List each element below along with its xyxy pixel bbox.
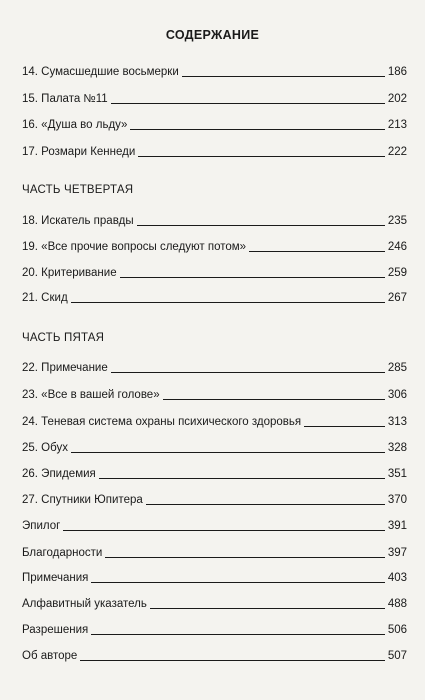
toc-page-number: 488	[387, 598, 407, 610]
toc-leader-line	[91, 634, 385, 635]
toc-page-number: 202	[387, 93, 407, 105]
toc-leader-line	[71, 452, 385, 453]
toc-leader-line	[146, 504, 385, 505]
toc-entry	[22, 265, 407, 280]
toc-page-number: 313	[387, 416, 407, 428]
toc-entry	[22, 596, 407, 611]
toc-entry-label: Об авторе	[22, 650, 78, 662]
toc-leader-line	[111, 103, 385, 104]
toc-leader-line	[304, 426, 385, 427]
toc-page-number: 506	[387, 624, 407, 636]
toc-entry	[22, 117, 407, 132]
toc-entry	[22, 414, 407, 429]
toc-entry-label: 24. Теневая система охраны психического здоровья	[22, 416, 302, 428]
toc-page-number: 351	[387, 468, 407, 480]
toc-entry-label: Примечания	[22, 572, 89, 584]
toc-leader-line	[138, 156, 385, 157]
toc-entry-label: 21. Скид	[22, 292, 68, 304]
toc-entry-label: 17. Розмари Кеннеди	[22, 146, 136, 158]
toc-entry-label: 27. Спутники Юпитера	[22, 494, 143, 506]
toc-entry	[22, 213, 407, 228]
toc-page-number: 259	[387, 267, 407, 279]
toc-leader-line	[111, 372, 385, 373]
toc-page-number: 328	[387, 442, 407, 454]
toc-entry-label: 26. Эпидемия	[22, 468, 96, 480]
toc-entry-label: 19. «Все прочие вопросы следуют потом»	[22, 241, 247, 253]
toc-entry	[22, 239, 407, 254]
toc-entry	[22, 466, 407, 481]
toc-page-number: 306	[387, 389, 407, 401]
page-title: СОДЕРЖАНИЕ	[165, 28, 260, 42]
toc-leader-line	[91, 582, 384, 583]
part-heading: ЧАСТЬ ЧЕТВЕРТАЯ	[22, 184, 134, 196]
toc-leader-line	[105, 557, 385, 558]
toc-entry-label: Алфавитный указатель	[22, 598, 147, 610]
toc-page-number: 246	[387, 241, 407, 253]
part-heading: ЧАСТЬ ПЯТАЯ	[22, 332, 105, 344]
toc-leader-line	[120, 277, 385, 278]
toc-page-number: 285	[387, 362, 407, 374]
toc-leader-line	[63, 530, 384, 531]
toc-entry-label: 23. «Все в вашей голове»	[22, 389, 160, 401]
toc-page-number: 186	[387, 66, 407, 78]
toc-entry-label: Разрешения	[22, 624, 89, 636]
toc-entry-label: 25. Обух	[22, 442, 68, 454]
toc-entry-label: Благодарности	[22, 547, 103, 559]
toc-entry	[22, 144, 407, 159]
toc-page-number: 391	[387, 520, 407, 532]
toc-entry	[22, 360, 407, 375]
toc-entry	[22, 91, 407, 106]
toc-leader-line	[163, 399, 385, 400]
toc-entry	[22, 545, 407, 560]
toc-leader-line	[150, 608, 385, 609]
toc-leader-line	[249, 251, 385, 252]
toc-entry	[22, 387, 407, 402]
toc-page-number: 213	[387, 119, 407, 131]
toc-page-number: 397	[387, 547, 407, 559]
toc-entry	[22, 518, 407, 533]
toc-entry	[22, 622, 407, 637]
toc-entry-label: 15. Палата №11	[22, 93, 108, 105]
toc-leader-line	[137, 225, 385, 226]
toc-leader-line	[80, 660, 385, 661]
toc-page-number: 507	[387, 650, 407, 662]
toc-page-number: 235	[387, 215, 407, 227]
toc-leader-line	[71, 302, 385, 303]
toc-entry-label: 18. Искатель правды	[22, 215, 134, 227]
toc-leader-line	[99, 478, 385, 479]
toc-entry-label: 20. Критеривание	[22, 267, 117, 279]
toc-leader-line	[182, 76, 385, 77]
toc-page-number: 403	[387, 572, 407, 584]
toc-leader-line	[130, 129, 384, 130]
toc-entry	[22, 570, 407, 585]
toc-entry-label: 22. Примечание	[22, 362, 108, 374]
toc-page-number: 222	[387, 146, 407, 158]
toc-entry	[22, 492, 407, 507]
toc-page-number: 370	[387, 494, 407, 506]
toc-entry-label: 14. Сумасшедшие восьмерки	[22, 66, 179, 78]
toc-entry	[22, 440, 407, 455]
toc-page-number: 267	[387, 292, 407, 304]
toc-entry	[22, 64, 407, 79]
toc-entry	[22, 290, 407, 305]
toc-entry	[22, 648, 407, 663]
toc-entry-label: Эпилог	[22, 520, 61, 532]
toc-entry-label: 16. «Душа во льду»	[22, 119, 128, 131]
